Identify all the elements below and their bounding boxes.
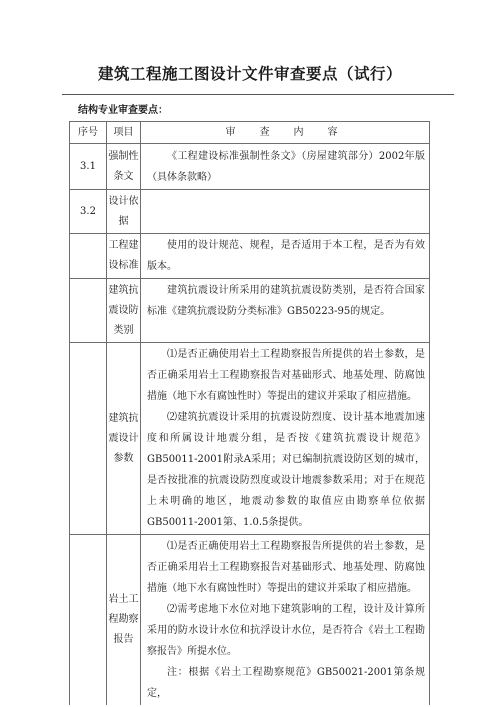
item-line: 设标准 [108,260,139,271]
document-title: 建筑工程施工图设计文件审查要点（试行） [97,65,402,83]
row-number [70,535,107,706]
row-number: 3.2 [70,190,107,234]
row-item [107,279,141,343]
table-row [70,343,430,535]
header-number: 序号 [70,122,107,144]
row-item [107,535,141,706]
row-number [70,234,107,279]
row-number [70,343,107,535]
item-line: 工程建 [108,240,139,251]
table-row [70,279,430,343]
item-line: 报告 [113,634,134,645]
section-heading: 结构专业审查要点： [78,105,168,116]
row-content [141,279,430,343]
row-number [70,279,107,343]
row-content [141,190,430,234]
content-paragraph: ⑵建筑抗震设计采用的抗震设防烈度、设计基本地震加速度和所属设计地震分组，是否按《建筑抗震设计规范》GB50011-2001附录A采用；对已编制抗震设防区划的城市，是否按批准的抗震设防烈度或设计地震参数采用；对于在规范上未明确的地区，地震动参数的取值应由勘察单位依据GB50011-2001第、1.0.5条提供。 [147,412,425,528]
row-number: 3.1 [70,144,107,190]
item-line: 岩土工 [108,594,139,605]
item-line: 参数 [113,452,134,464]
row-item [107,234,141,279]
content-paragraph: 使用的设计规范、规程，是否适用于本工程，是否为有效版本。 [147,240,425,272]
row-content [141,535,430,706]
item-line: 设计依 [108,195,139,207]
table-header-row [70,122,430,144]
item-line: 震设计 [108,432,139,444]
content-paragraph: 建筑抗震设计所采用的建筑抗震设防类别，是否符合国家标准《建筑抗震设防分类标准》GB50223-95的规定。 [147,285,425,317]
row-item [107,343,141,535]
content-paragraph: ⑴是否正确使用岩土工程勘察报告所提供的岩土参数，是否正确采用岩土工程勘察报告对基础形式、地基处理、防腐蚀措施（地下水有腐蚀性时）等提出的建议并采取了相应措施。 [147,541,425,594]
header-content: 审 查 内 容 [141,122,430,144]
row-content [141,343,430,535]
item-line: 建筑抗 [108,284,139,296]
item-line: 震设防 [108,304,139,316]
item-line: 条文 [113,170,134,182]
table-row [70,535,430,706]
content-paragraph: 《工程建设标准强制性条文》（房屋建筑部分）2002年版（具体条款略） [147,150,425,183]
header-item: 项目 [107,122,141,144]
review-table [69,121,430,705]
content-paragraph: ⑴是否正确使用岩土工程勘察报告所提供的岩土参数，是否正确采用岩土工程勘察报告对基础形式、地基处理、防腐蚀措施（地下水有腐蚀性时）等提出的建议并采取了相应措施。 [147,349,425,402]
row-item [107,190,141,234]
item-line: 强制性 [108,150,139,162]
content-paragraph: 注：根据《岩土工程勘察规范》GB50021-2001第条规定， [147,667,425,699]
row-content [141,234,430,279]
row-content [141,144,430,190]
item-line: 类别 [113,324,134,336]
table-row [70,190,430,234]
title-divider [62,94,454,95]
row-item [107,144,141,190]
item-line: 据 [118,215,129,227]
table-row [70,144,430,190]
item-line: 程勘察 [108,614,139,625]
table-row [70,234,430,279]
item-line: 建筑抗 [108,412,139,424]
content-paragraph: ⑵需考虑地下水位对地下建筑影响的工程，设计及计算所采用的防水设计水位和抗浮设计水位，是否符合《岩土工程勘察报告》所提水位。 [147,604,425,657]
